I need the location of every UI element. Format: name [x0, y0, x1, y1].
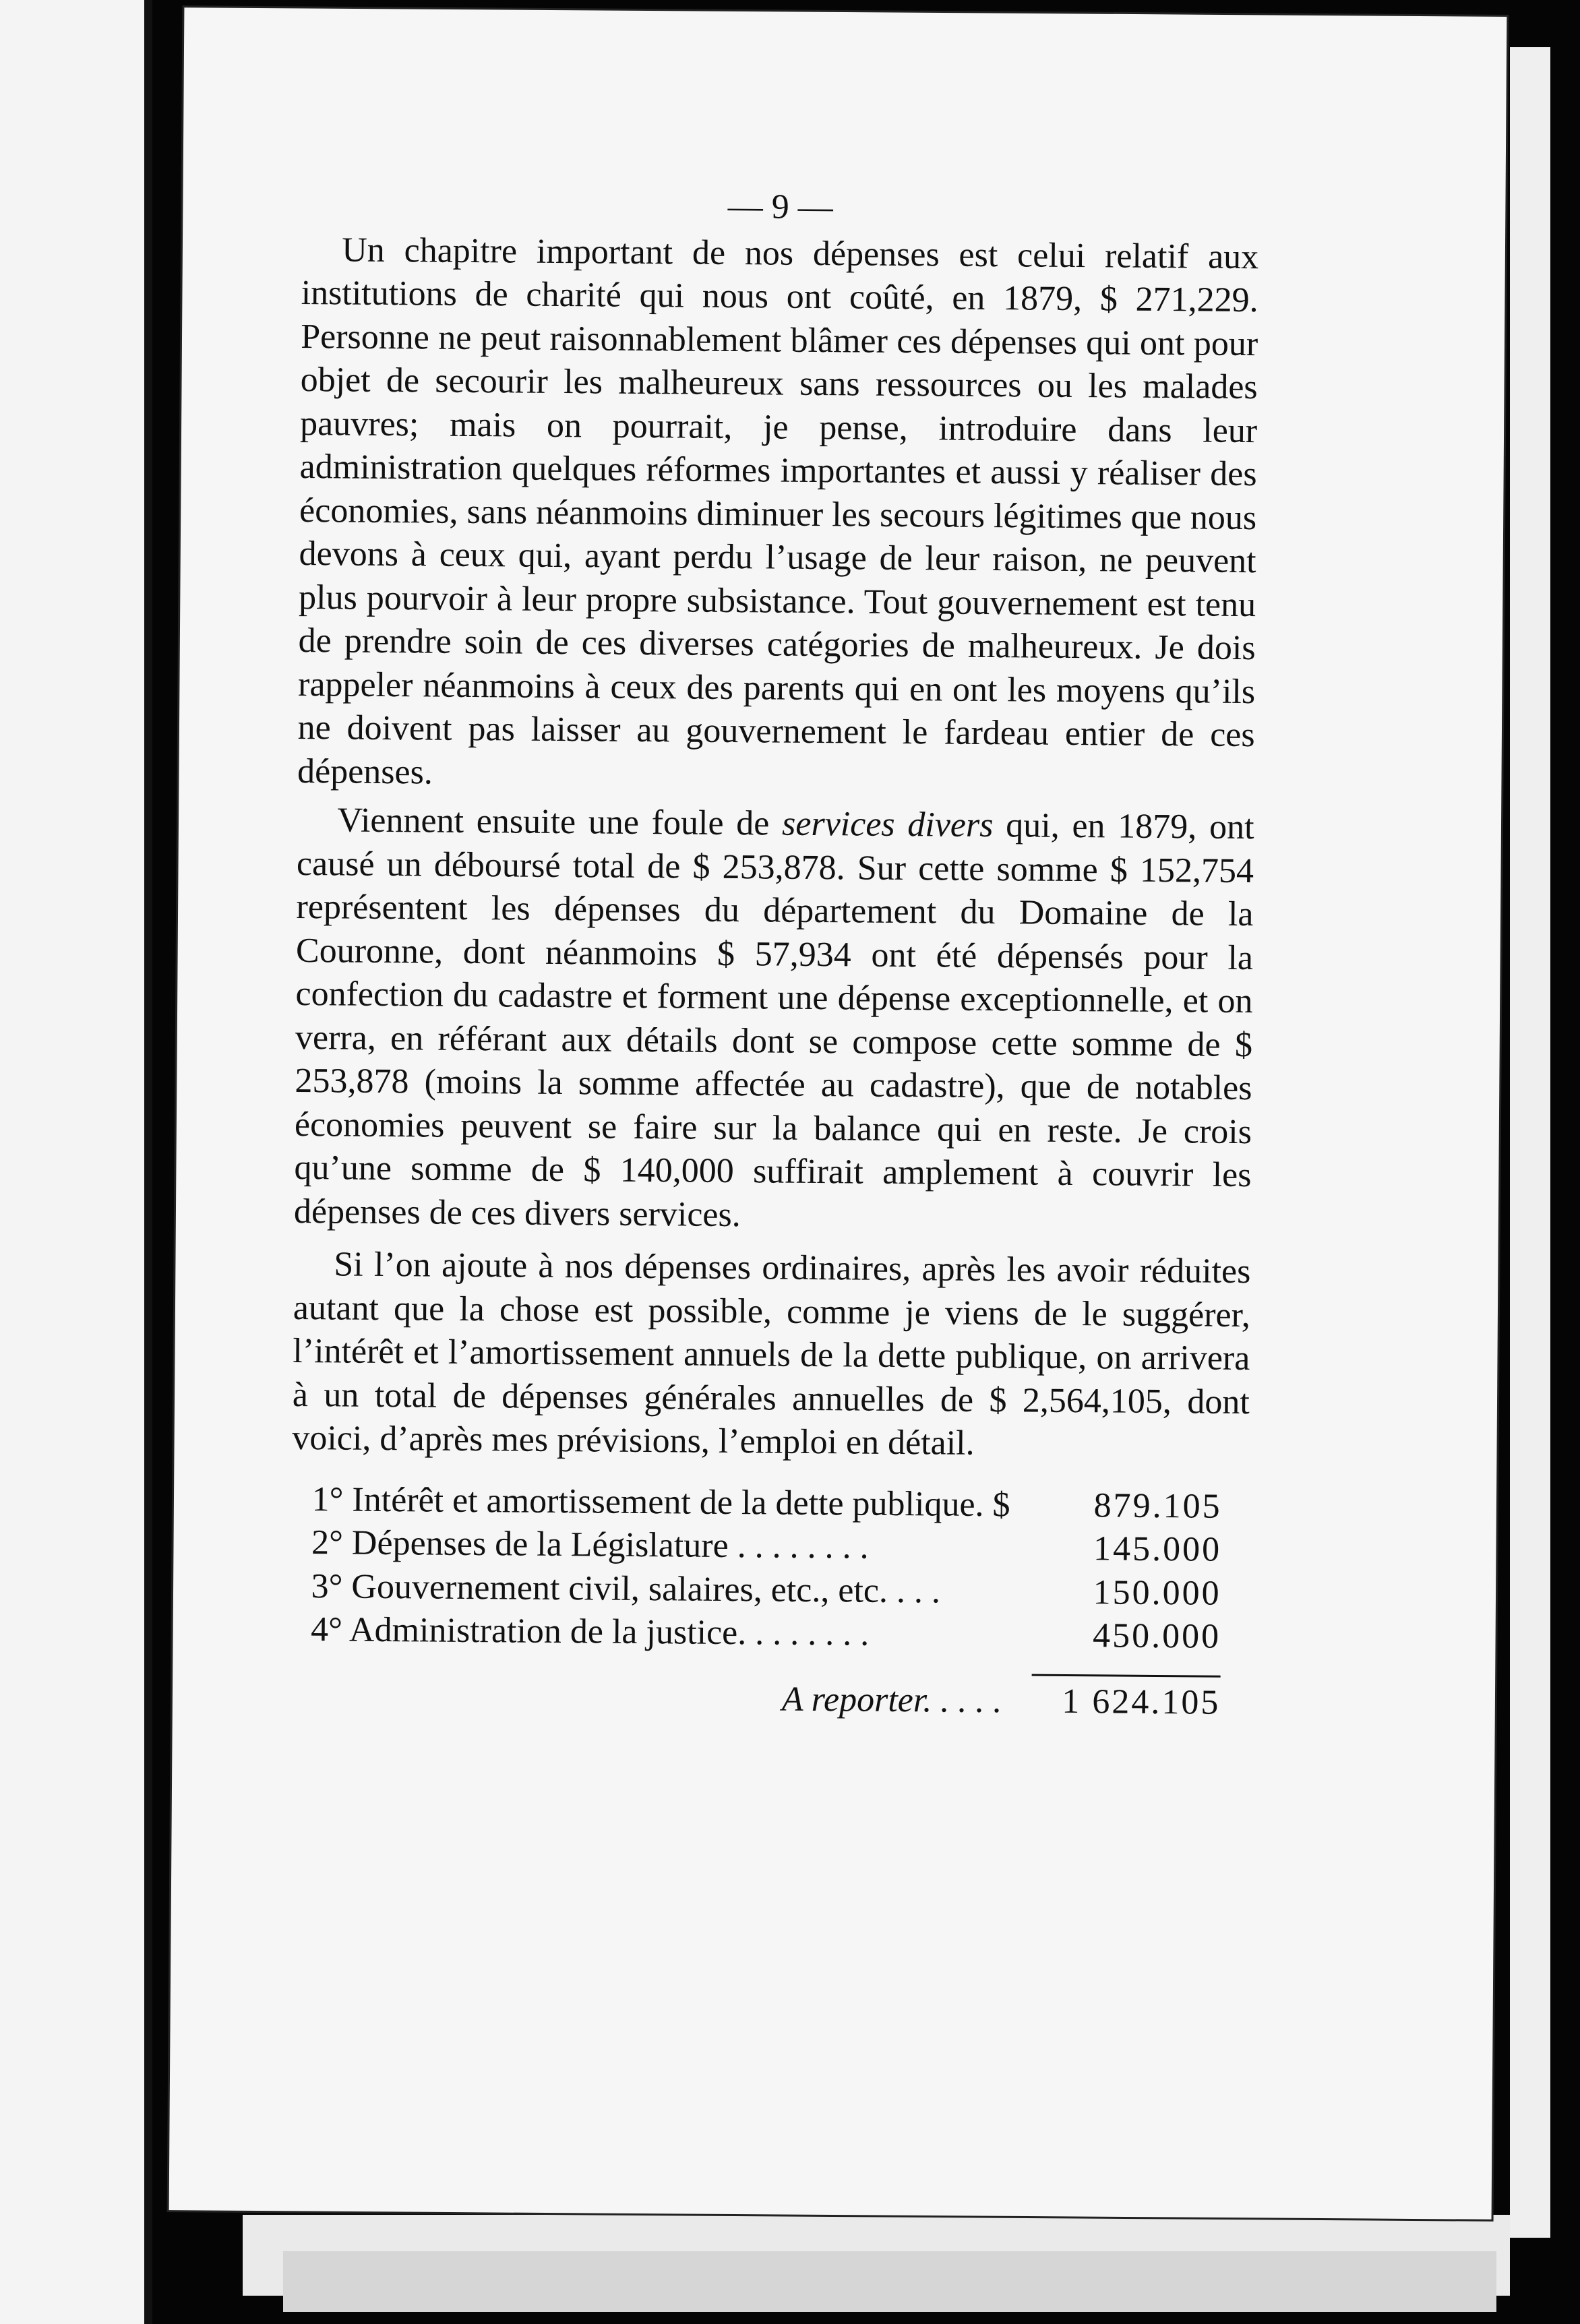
carry-forward-row	[290, 1668, 1221, 1724]
expense-amount: 145.000	[1093, 1529, 1222, 1569]
paragraph-charity: Un chapitre important de nos dépenses est celui relatif aux institutions de charité qui nous ont coûté, en 1879, $ 271,229. Personne ne peut raisonnablement blâmer ces dépenses qui ont pour objet de secourir les malheureux sans ressources ou les malades pauvres; mais on pourrait, je pense, introduire dans leur administration quelques réformes importantes et aussi y réaliser des économies, sans néanmoins diminuer les secours légitimes que nous devons à ceux qui, ayant perdu l’usage de leur raison, ne peuvent plus pourvoir à leur propre subsistance. Tout gouvernement est tenu de prendre soin de ces diverses catégories de malheureux. Je dois rappeler néanmoins à ceux des parents qui en ont les moyens qu’ils ne doivent pas laisser au gouvernement le fardeau entier de ces dépenses.	[297, 230, 1259, 792]
left-page-edge	[0, 0, 152, 2324]
page-content	[290, 182, 1259, 1725]
expense-label: 3° Gouvernement civil, salaires, etc., etc. . . .	[311, 1566, 941, 1611]
underlying-sheet-lower	[283, 2251, 1496, 2312]
paragraph-total-expenses: Si l’on ajoute à nos dépenses ordinaires, après les avoir réduites autant que la chose est possible, comme je viens de le suggérer, l’intérêt et l’amortissement annuels de la dette publique, on arrivera à un total de dépenses générales annuelles de $ 2,564,105, dont voici, d’après mes prévisions, l’emploi en détail.	[292, 1245, 1251, 1463]
expense-label: 2° Dépenses de la Législature . . . . . . . .	[311, 1523, 869, 1566]
carry-forward-amount: 1 624.105	[1031, 1674, 1221, 1725]
paragraph-services-divers	[294, 799, 1254, 1241]
carry-forward-label: A reporter. . . . .	[781, 1680, 1002, 1720]
expense-item	[291, 1521, 1221, 1572]
expense-item	[291, 1608, 1221, 1659]
expense-amount: 879.105	[1093, 1486, 1222, 1526]
expense-amount: 450.000	[1092, 1616, 1221, 1656]
paragraph-text: qui, en 1879, ont causé un déboursé total de $ 253,878. Sur cette somme $ 152,754 représentent les dépenses du département du Domaine de la Couronne, dont néanmoins $ 57,934 ont été dépensés pour la confection du cadastre et forment une dépense exceptionnelle, et on verra, en référant aux détails dont se compose cette somme de $ 253,878 (moins la somme affectée au cadastre), que de notables économies peuvent se faire sur la balance qui en reste. Je crois qu’une somme de $ 140,000 suffirait amplement à couvrir les dépenses de ces divers services.	[293, 806, 1254, 1234]
paragraph-text: Viennent ensuite une foule de	[337, 801, 783, 843]
page-number: — 9 —	[727, 187, 833, 227]
expense-label: 1° Intérêt et amortissement de la dette publique. $	[311, 1479, 1010, 1524]
expense-item	[291, 1564, 1221, 1615]
expense-item	[291, 1477, 1221, 1528]
expense-list	[291, 1477, 1222, 1659]
expense-amount: 150.000	[1093, 1572, 1221, 1613]
binding-shadow	[144, 0, 152, 2324]
emphasis-text: services divers	[781, 804, 994, 845]
right-page-edge	[1510, 47, 1550, 2238]
expense-label: 4° Administration de la justice. . . . . . . .	[310, 1610, 870, 1653]
